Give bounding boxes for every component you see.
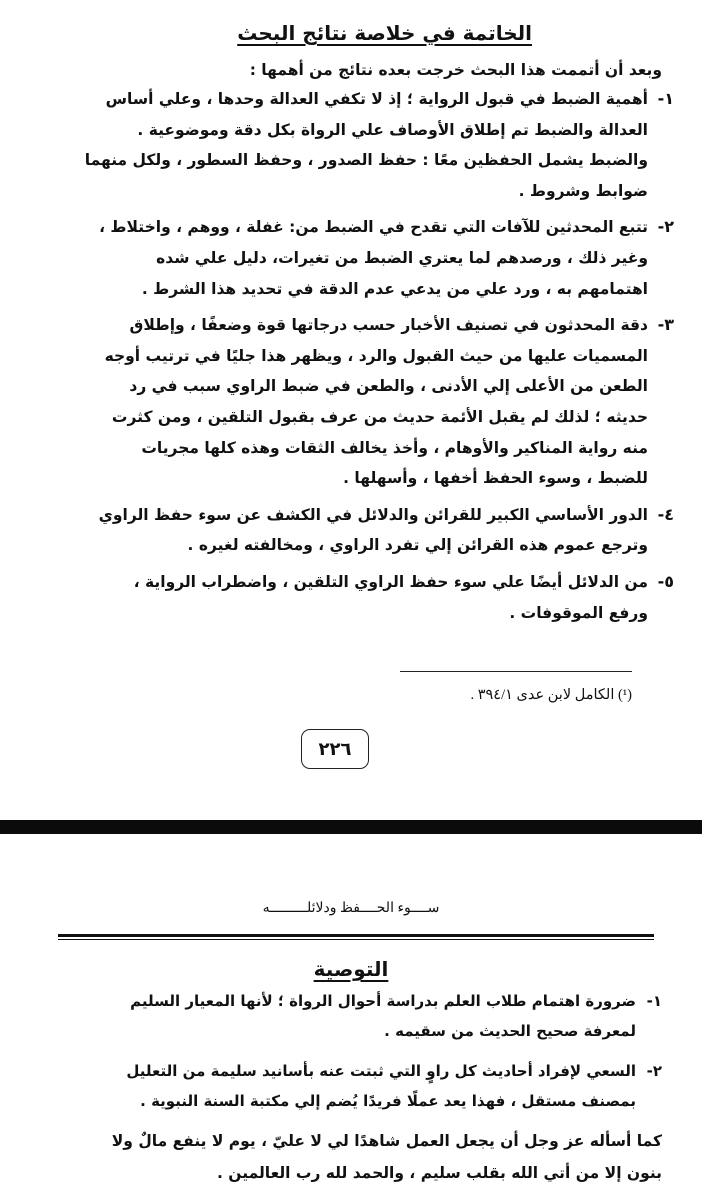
conclusion-title: الخاتمة في خلاصة نتائج البحث [237, 21, 532, 45]
conclusion-item-3 [34, 310, 674, 494]
text-line: دقة المحدثون في تصنيف الأخبار حسب درجاتها قوة وضعفًا ، وإطلاق [129, 316, 648, 335]
conclusion-intro: وبعد أن أتممت هذا البحث خرجت بعده نتائج من أهمها : [249, 61, 662, 79]
item-text [50, 986, 636, 1046]
text-line: بمصنف مستقل ، فهذا يعد عملًا فريدًا يُضم إلي مكتبة السنة النبوية . [140, 1092, 636, 1110]
text-line: الدور الأساسي الكبير للقرائن والدلائل في الكشف عن سوء حفظ الراوي [98, 505, 648, 524]
text-line: أهمية الضبط في قبول الرواية ؛ إذ لا تكفي العدالة وحدها ، وعلي أساس [105, 90, 648, 108]
item-number: ٢- [646, 1062, 662, 1080]
text-line: الطعن من الأعلى إلي الأدنى ، والطعن في ضبط الراوي سبب في رد [129, 377, 648, 396]
recommendation-list [50, 986, 662, 1126]
text-line: ضرورة اهتمام طلاب العلم بدراسة أحوال الرواة ؛ لأنها المعيار السليم [130, 992, 636, 1010]
text-line: وترجع عموم هذه القرائن إلي تفرد الراوي ، ومخالفته لغيره . [187, 536, 648, 555]
text-line: لمعرفة صحيح الحديث من سقيمه . [384, 1022, 636, 1040]
text-line: العدالة والضبط تم إطلاق الأوصاف علي الرواة بكل دقة وموضوعية . [137, 120, 648, 139]
recommendation-title: التوصية [313, 957, 389, 981]
recommendation-item-2 [50, 1056, 662, 1116]
header-rule-thin [58, 939, 654, 940]
text-line: وغير ذلك ، ورصدهم لما يعتري الضبط من تغيرات، دليل علي شده [156, 248, 648, 267]
header-rule-thick [58, 934, 654, 937]
text-line: حديثه ؛ لذلك لم يقبل الأئمة حديث من عرف بقبول التلقين ، ومن كثرت [111, 407, 648, 426]
text-line: تتبع المحدثين للآفات التي تقدح في الضبط من: غفلة ، ووهم ، واختلاط ، [99, 218, 648, 237]
text-line: منه رواية المناكير والأوهام ، وأخذ يخالف الثقات وهذه كلها مجريات [141, 438, 648, 457]
item-text [34, 500, 648, 561]
item-number: ٢- [657, 217, 674, 237]
running-header: ســــوء الحــــفظ ودلائلـــــــــه [262, 901, 440, 916]
item-number: ١- [657, 89, 674, 108]
text-line: بنون إلا من أتي الله بقلب سليم ، والحمد لله رب العالمين . [217, 1164, 662, 1182]
bottom-page [0, 834, 702, 1200]
page-number: ٢٢٦ [301, 729, 369, 769]
item-text [34, 84, 648, 206]
text-line: ضوابط وشروط . [518, 181, 648, 200]
item-number: ١- [646, 992, 662, 1010]
text-line: السعي لإفراد أحاديث كل راوٍ التي ثبتت عنه بأسانيد سليمة من التعليل [126, 1062, 636, 1080]
text-line: المسميات عليها من حيث القبول والرد ، ويظهر هذا جليًا في ترتيب أوجه [104, 346, 648, 365]
item-text [34, 567, 648, 628]
footnote: (¹) الكامل لابن عدى ٣٩٤/١ . [470, 687, 632, 703]
page-separator [0, 820, 702, 834]
closing-paragraph [30, 1125, 662, 1189]
conclusion-item-2 [34, 212, 674, 304]
item-text [34, 310, 648, 494]
text-line: والضبط يشمل الحفظين معًا : حفظ الصدور ، وحفظ السطور ، ولكل منهما [84, 151, 648, 170]
item-text [34, 212, 648, 304]
text-line: كما أسأله عز وجل أن يجعل العمل شاهدًا لي لا عليّ ، يوم لا ينفع مالٌ ولا [111, 1132, 662, 1150]
conclusion-list [34, 84, 674, 634]
conclusion-item-1 [34, 84, 674, 206]
item-number: ٥- [657, 571, 674, 591]
item-number: ٣- [657, 315, 674, 335]
recommendation-item-1 [50, 986, 662, 1046]
text-line: من الدلائل أيضًا علي سوء حفظ الراوي التلقين ، واضطراب الرواية ، [133, 572, 648, 591]
conclusion-item-4 [34, 500, 674, 561]
footnote-divider [400, 671, 632, 672]
item-number: ٤- [657, 504, 674, 524]
item-text [50, 1056, 636, 1116]
text-line: اهتمامهم به ، ورد علي من يدعي عدم الدقة في تحديد هذا الشرط . [141, 279, 648, 298]
conclusion-item-5 [34, 567, 674, 628]
text-line: ورفع الموقوفات . [509, 603, 648, 622]
text-line: للضبط ، وسوء الحفظ أخفها ، وأسهلها . [343, 469, 648, 488]
